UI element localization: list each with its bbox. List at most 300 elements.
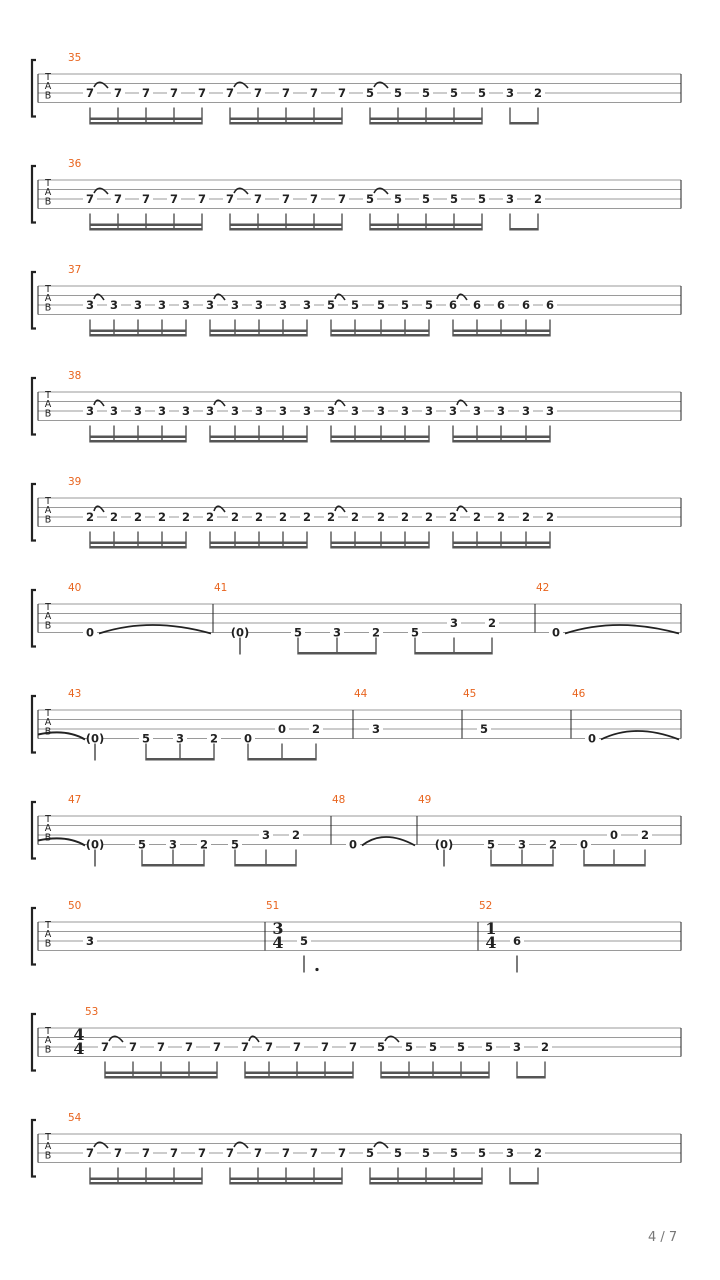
- fret-number: 6: [521, 298, 531, 312]
- fret-number: 2: [254, 510, 264, 524]
- fret-number: 2: [533, 192, 543, 206]
- tab-clef-letter: B: [44, 726, 52, 738]
- fret-number: 7: [253, 1146, 263, 1160]
- beam: [210, 546, 307, 549]
- tab-system: [32, 476, 681, 549]
- beam: [90, 542, 186, 545]
- fret-number: 3: [133, 298, 143, 312]
- fret-number: 7: [225, 1146, 235, 1160]
- tab-system: [32, 370, 681, 443]
- fret-number: 3: [254, 298, 264, 312]
- fret-number: 2: [521, 510, 531, 524]
- beam: [210, 436, 307, 439]
- fret-number: 5: [449, 192, 459, 206]
- beam: [331, 330, 429, 333]
- measure-number: 36: [68, 158, 82, 170]
- fret-number: 2: [424, 510, 434, 524]
- fret-number: 7: [141, 86, 151, 100]
- time-signature-numerator: 1: [485, 919, 497, 938]
- beam: [210, 330, 307, 333]
- fret-number: 3: [230, 404, 240, 418]
- measure-number: 42: [536, 582, 550, 594]
- fret-number: 3: [157, 298, 167, 312]
- fret-number: 3: [302, 298, 312, 312]
- measure-number: 45: [463, 688, 477, 700]
- beam: [90, 334, 186, 337]
- beam: [90, 228, 202, 231]
- fret-number: 7: [85, 86, 95, 100]
- fret-number: 2: [209, 731, 219, 746]
- fret-number: 0: [348, 837, 358, 852]
- measure-number: 37: [68, 264, 82, 276]
- fret-number: 6: [496, 298, 506, 312]
- tab-system: [32, 582, 681, 655]
- fret-number: 2: [371, 625, 381, 640]
- tab-clef-letter: T: [45, 1026, 51, 1037]
- page-number: 4 / 7: [648, 1230, 678, 1245]
- fret-number: 5: [293, 625, 303, 640]
- fret-number: 3: [109, 298, 119, 312]
- system-bracket: [32, 484, 36, 541]
- measure-number: 43: [68, 688, 82, 700]
- system-bracket: [32, 378, 36, 435]
- beam: [453, 436, 550, 439]
- beam: [453, 546, 550, 549]
- fret-number: 3: [181, 404, 191, 418]
- beam: [453, 542, 550, 545]
- measure-number: 38: [68, 370, 82, 382]
- beam: [210, 334, 307, 337]
- beam: [235, 864, 296, 867]
- fret-number: 5: [477, 86, 487, 100]
- fret-number: 2: [376, 510, 386, 524]
- fret-number: 3: [278, 404, 288, 418]
- tab-system: [32, 1112, 681, 1185]
- fret-number: 2: [472, 510, 482, 524]
- fret-number: 5: [400, 298, 410, 312]
- fret-number: 5: [449, 1146, 459, 1160]
- fret-number: 6: [448, 298, 458, 312]
- fret-number: (0): [85, 837, 105, 852]
- fret-number: 2: [496, 510, 506, 524]
- measure-number: 49: [418, 794, 432, 806]
- beam: [517, 1076, 545, 1079]
- beam: [142, 864, 204, 867]
- fret-number: 7: [197, 192, 207, 206]
- fret-number: 5: [365, 192, 375, 206]
- beam: [90, 330, 186, 333]
- beam: [370, 122, 482, 125]
- fret-number: 3: [496, 404, 506, 418]
- fret-number: 5: [479, 722, 489, 736]
- beam: [90, 118, 202, 121]
- tab-clef-letter: A: [44, 823, 52, 835]
- fret-number: 3: [85, 404, 95, 418]
- rhythm-dot: [315, 968, 318, 971]
- fret-number: 5: [393, 1146, 403, 1160]
- fret-number: 5: [428, 1040, 438, 1054]
- fret-number: (0): [434, 837, 454, 852]
- fret-number: 5: [350, 298, 360, 312]
- tab-clef-letter: B: [44, 1150, 52, 1162]
- tab-clef-letter: T: [45, 284, 51, 295]
- fret-number: 7: [253, 86, 263, 100]
- fret-number: 6: [472, 298, 482, 312]
- system-bracket: [32, 1014, 36, 1071]
- tab-clef-letter: A: [44, 293, 52, 305]
- beam: [415, 652, 492, 655]
- beam: [230, 1178, 342, 1181]
- tab-system: [32, 158, 681, 231]
- fret-number: 5: [393, 192, 403, 206]
- tab-system: [32, 900, 681, 973]
- fret-number: 2: [291, 828, 301, 842]
- measure-number: 39: [68, 476, 82, 488]
- fret-number: 5: [393, 86, 403, 100]
- beam: [370, 228, 482, 231]
- fret-number: 2: [548, 837, 558, 852]
- fret-number: 5: [299, 934, 309, 948]
- beam: [105, 1076, 217, 1079]
- fret-number: 2: [199, 837, 209, 852]
- fret-number: 3: [350, 404, 360, 418]
- tab-clef-letter: T: [45, 178, 51, 189]
- fret-number: 5: [484, 1040, 494, 1054]
- fret-number: 7: [197, 1146, 207, 1160]
- fret-number: 5: [230, 837, 240, 852]
- fret-number: 5: [421, 86, 431, 100]
- beam: [331, 440, 429, 443]
- fret-number: 2: [487, 616, 497, 630]
- tab-clef-letter: A: [44, 187, 52, 199]
- measure-number: 48: [332, 794, 346, 806]
- fret-number: 2: [181, 510, 191, 524]
- fret-number: 7: [212, 1040, 222, 1054]
- fret-number: 3: [332, 625, 342, 640]
- fret-number: 7: [320, 1040, 330, 1054]
- fret-number: 2: [326, 510, 336, 524]
- fret-number: 5: [421, 1146, 431, 1160]
- fret-number: 5: [141, 731, 151, 746]
- time-signature-numerator: 3: [272, 919, 284, 938]
- beam: [245, 1072, 353, 1075]
- fret-number: 2: [448, 510, 458, 524]
- measure-number: 50: [68, 900, 82, 912]
- fret-number: 7: [100, 1040, 110, 1054]
- measure-number: 41: [214, 582, 228, 594]
- fret-number: 3: [521, 404, 531, 418]
- time-signature-denominator: 4: [272, 933, 284, 952]
- fret-number: 2: [533, 1146, 543, 1160]
- fret-number: 7: [113, 1146, 123, 1160]
- beam: [90, 440, 186, 443]
- tab-clef-letter: T: [45, 496, 51, 507]
- fret-number: 5: [424, 298, 434, 312]
- beam: [510, 122, 538, 125]
- fret-number: 2: [400, 510, 410, 524]
- beam: [90, 122, 202, 125]
- time-signature-denominator: 4: [485, 933, 497, 952]
- fret-number: (0): [230, 625, 250, 640]
- tab-clef-letter: T: [45, 1132, 51, 1143]
- measure-number: 46: [572, 688, 586, 700]
- fret-number: 7: [281, 192, 291, 206]
- beam: [90, 436, 186, 439]
- beam: [105, 1072, 217, 1075]
- fret-number: 7: [184, 1040, 194, 1054]
- fret-number: 3: [376, 404, 386, 418]
- fret-number: 6: [512, 934, 522, 948]
- fret-number: 7: [264, 1040, 274, 1054]
- fret-number: 5: [456, 1040, 466, 1054]
- system-bracket: [32, 696, 36, 753]
- tab-clef-letter: B: [44, 196, 52, 208]
- fret-number: 0: [579, 837, 589, 852]
- tab-clef-letter: B: [44, 1044, 52, 1056]
- fret-number: 5: [449, 86, 459, 100]
- fret-number: 3: [545, 404, 555, 418]
- measure-number: 52: [479, 900, 493, 912]
- fret-number: 7: [128, 1040, 138, 1054]
- fret-number: 7: [240, 1040, 250, 1054]
- tab-clef-letter: A: [44, 399, 52, 411]
- fret-number: 5: [477, 192, 487, 206]
- tab-clef-letter: A: [44, 611, 52, 623]
- tab-clef-letter: T: [45, 602, 51, 613]
- fret-number: 7: [337, 86, 347, 100]
- fret-number: 2: [133, 510, 143, 524]
- beam: [331, 542, 429, 545]
- fret-number: 2: [205, 510, 215, 524]
- fret-number: 5: [421, 192, 431, 206]
- beam: [370, 1178, 482, 1181]
- system-bracket: [32, 60, 36, 117]
- fret-number: 3: [230, 298, 240, 312]
- beam: [381, 1076, 489, 1079]
- fret-number: 2: [278, 510, 288, 524]
- tab-clef-letter: A: [44, 81, 52, 93]
- fret-number: 3: [85, 298, 95, 312]
- fret-number: 7: [141, 192, 151, 206]
- tab-system: [32, 1006, 681, 1079]
- fret-number: 3: [157, 404, 167, 418]
- measure-number: 40: [68, 582, 82, 594]
- fret-number: 7: [292, 1040, 302, 1054]
- beam: [370, 118, 482, 121]
- fret-number: 2: [533, 86, 543, 100]
- fret-number: 7: [225, 192, 235, 206]
- tab-clef-letter: T: [45, 72, 51, 83]
- measure-number: 35: [68, 52, 82, 64]
- fret-number: 7: [309, 1146, 319, 1160]
- system-bracket: [32, 166, 36, 223]
- fret-number: 2: [109, 510, 119, 524]
- measure-number: 47: [68, 794, 82, 806]
- fret-number: 3: [505, 86, 515, 100]
- fret-number: 3: [254, 404, 264, 418]
- beam: [510, 228, 538, 231]
- fret-number: 3: [400, 404, 410, 418]
- fret-number: 7: [281, 86, 291, 100]
- fret-number: 3: [424, 404, 434, 418]
- fret-number: 7: [281, 1146, 291, 1160]
- fret-number: 5: [137, 837, 147, 852]
- beam: [210, 542, 307, 545]
- fret-number: 7: [169, 86, 179, 100]
- fret-number: 2: [540, 1040, 550, 1054]
- beam: [230, 122, 342, 125]
- fret-number: 7: [253, 192, 263, 206]
- tab-clef-letter: T: [45, 708, 51, 719]
- fret-number: 2: [311, 722, 321, 736]
- fret-number: 0: [609, 828, 619, 842]
- fret-number: 3: [278, 298, 288, 312]
- measure-number: 51: [266, 900, 280, 912]
- system-bracket: [32, 1120, 36, 1177]
- system-bracket: [32, 272, 36, 329]
- beam: [230, 224, 342, 227]
- tab-clef-letter: B: [44, 302, 52, 314]
- fret-number: 5: [376, 298, 386, 312]
- fret-number: 7: [141, 1146, 151, 1160]
- system-bracket: [32, 590, 36, 647]
- fret-number: 3: [472, 404, 482, 418]
- beam: [90, 546, 186, 549]
- fret-number: 3: [512, 1040, 522, 1054]
- fret-number: 2: [85, 510, 95, 524]
- beam: [248, 758, 316, 761]
- fret-number: 3: [109, 404, 119, 418]
- fret-number: 3: [261, 828, 271, 842]
- tab-clef-letter: B: [44, 832, 52, 844]
- fret-number: 3: [85, 934, 95, 948]
- beam: [90, 224, 202, 227]
- fret-number: 5: [365, 1146, 375, 1160]
- fret-number: (0): [85, 731, 105, 746]
- fret-number: 3: [168, 837, 178, 852]
- tab-clef-letter: A: [44, 1141, 52, 1153]
- beam: [510, 1182, 538, 1185]
- beam: [230, 118, 342, 121]
- tab-clef-letter: T: [45, 390, 51, 401]
- fret-number: 3: [449, 616, 459, 630]
- tab-system: [32, 52, 681, 125]
- fret-number: 7: [156, 1040, 166, 1054]
- fret-number: 7: [309, 86, 319, 100]
- fret-number: 3: [448, 404, 458, 418]
- tab-clef-letter: A: [44, 717, 52, 729]
- beam: [230, 1182, 342, 1185]
- time-signature-denominator: 4: [73, 1039, 85, 1058]
- fret-number: 0: [587, 731, 597, 746]
- fret-number: 3: [205, 298, 215, 312]
- tab-clef-letter: B: [44, 620, 52, 632]
- fret-number: 3: [326, 404, 336, 418]
- fret-number: 2: [157, 510, 167, 524]
- beam: [453, 440, 550, 443]
- fret-number: 5: [410, 625, 420, 640]
- measure-number: 44: [354, 688, 368, 700]
- fret-number: 2: [230, 510, 240, 524]
- fret-number: 7: [309, 192, 319, 206]
- fret-number: 7: [225, 86, 235, 100]
- tab-clef-letter: B: [44, 938, 52, 950]
- fret-number: 2: [545, 510, 555, 524]
- fret-number: 3: [505, 1146, 515, 1160]
- beam: [331, 436, 429, 439]
- fret-number: 7: [85, 192, 95, 206]
- fret-number: 2: [640, 828, 650, 842]
- tab-clef-letter: B: [44, 90, 52, 102]
- fret-number: 7: [197, 86, 207, 100]
- fret-number: 7: [113, 86, 123, 100]
- beam: [331, 334, 429, 337]
- beam: [331, 546, 429, 549]
- fret-number: 7: [337, 1146, 347, 1160]
- beam: [298, 652, 376, 655]
- fret-number: 7: [113, 192, 123, 206]
- measure-number: 53: [85, 1006, 99, 1018]
- measure-number: 54: [68, 1112, 82, 1124]
- fret-number: 2: [350, 510, 360, 524]
- beam: [584, 864, 645, 867]
- fret-number: 5: [477, 1146, 487, 1160]
- fret-number: 2: [302, 510, 312, 524]
- beam: [90, 1182, 202, 1185]
- fret-number: 3: [133, 404, 143, 418]
- fret-number: 7: [85, 1146, 95, 1160]
- tab-clef-letter: A: [44, 1035, 52, 1047]
- system-bracket: [32, 908, 36, 965]
- fret-number: 3: [175, 731, 185, 746]
- fret-number: 7: [169, 1146, 179, 1160]
- fret-number: 5: [486, 837, 496, 852]
- beam: [491, 864, 553, 867]
- tab-clef-letter: T: [45, 920, 51, 931]
- tab-system: [32, 264, 681, 337]
- fret-number: 5: [365, 86, 375, 100]
- fret-number: 0: [277, 722, 287, 736]
- fret-number: 3: [205, 404, 215, 418]
- fret-number: 6: [545, 298, 555, 312]
- tab-clef-letter: T: [45, 814, 51, 825]
- tab-clef-letter: B: [44, 408, 52, 420]
- fret-number: 3: [517, 837, 527, 852]
- tab-clef-letter: A: [44, 505, 52, 517]
- fret-number: 3: [505, 192, 515, 206]
- beam: [230, 228, 342, 231]
- tab-system: [32, 688, 681, 761]
- beam: [90, 1178, 202, 1181]
- beam: [146, 758, 214, 761]
- fret-number: 0: [243, 731, 253, 746]
- fret-number: 7: [169, 192, 179, 206]
- fret-number: 5: [326, 298, 336, 312]
- beam: [210, 440, 307, 443]
- time-signature-numerator: 4: [73, 1025, 85, 1044]
- fret-number: 5: [376, 1040, 386, 1054]
- tab-system: [32, 794, 681, 867]
- beam: [453, 330, 550, 333]
- beam: [370, 1182, 482, 1185]
- beam: [453, 334, 550, 337]
- beam: [381, 1072, 489, 1075]
- fret-number: 7: [348, 1040, 358, 1054]
- fret-number: 3: [181, 298, 191, 312]
- system-bracket: [32, 802, 36, 859]
- tab-clef-letter: B: [44, 514, 52, 526]
- tab-clef-letter: A: [44, 929, 52, 941]
